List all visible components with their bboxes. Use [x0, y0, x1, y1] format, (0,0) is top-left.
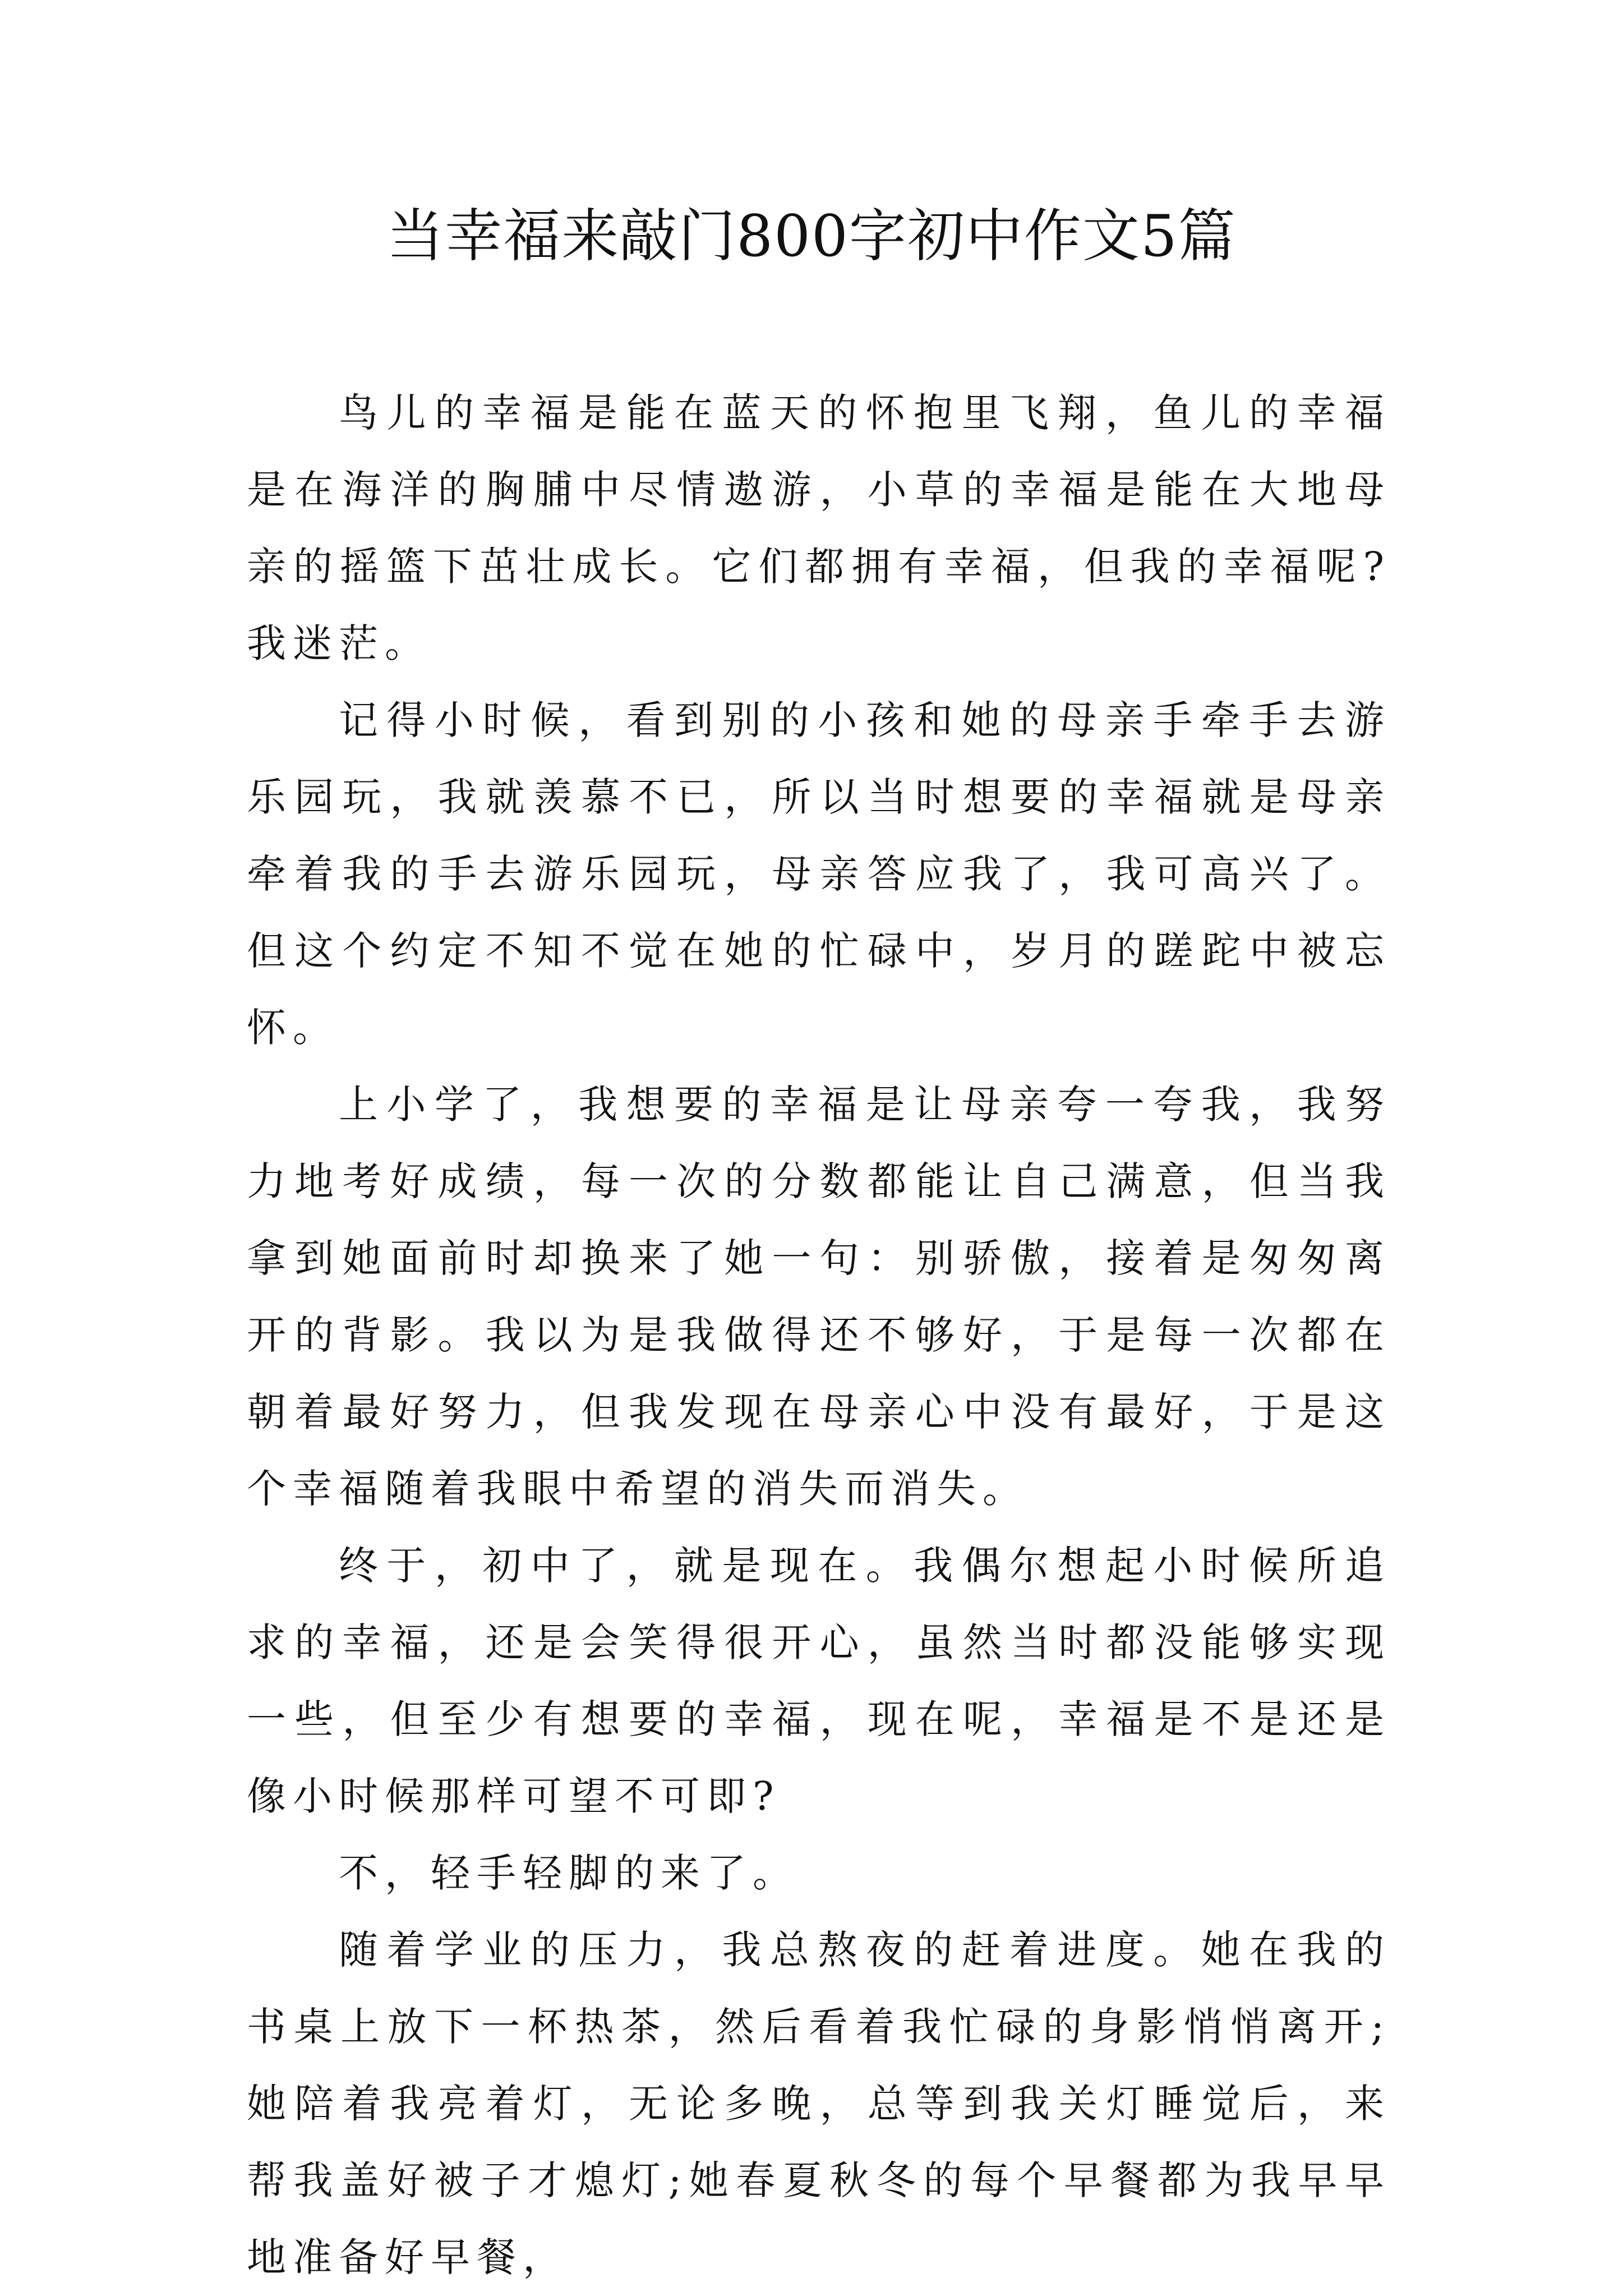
paragraph-4: 终于，初中了，就是现在。我偶尔想起小时候所追求的幸福，还是会笑得很开心，虽然当时都没能够实现一些，但至少有想要的幸福，现在呢，幸福是不是还是像小时候那样可望不可即?	[247, 1543, 1391, 1819]
document-title: 当幸福来敲门800字初中作文5篇	[386, 203, 1237, 270]
paragraph-5: 不，轻手轻脚的来了。	[339, 1850, 799, 1896]
paragraph-6: 随着学业的压力，我总熬夜的赶着进度。她在我的书桌上放下一杯热茶，然后看着我忙碌的身影悄悄离开;她陪着我亮着灯，无论多晚，总等到我关灯睡觉后，来帮我盖好被子才熄灯;她春夏秋冬的每个早餐都为我早早地准备好早餐，	[247, 1927, 1391, 2280]
paragraph-3: 上小学了，我想要的幸福是让母亲夸一夸我，我努力地考好成绩，每一次的分数都能让自己满意，但当我拿到她面前时却换来了她一句：别骄傲，接着是匆匆离开的背影。我以为是我做得还不够好，于是每一次都在朝着最好努力，但我发现在母亲心中没有最好，于是这个幸福随着我眼中希望的消失而消失。	[247, 1082, 1391, 1512]
paragraph-1: 鸟儿的幸福是能在蓝天的怀抱里飞翔，鱼儿的幸福是在海洋的胸脯中尽情遨游，小草的幸福是能在大地母亲的摇篮下茁壮成长。它们都拥有幸福，但我的幸福呢?我迷茫。	[247, 390, 1391, 666]
paragraph-2: 记得小时候，看到别的小孩和她的母亲手牵手去游乐园玩，我就羡慕不已，所以当时想要的幸福就是母亲牵着我的手去游乐园玩，母亲答应我了，我可高兴了。但这个约定不知不觉在她的忙碌中，岁月的蹉跎中被忘怀。	[247, 697, 1391, 1051]
document-body	[247, 375, 1391, 2296]
